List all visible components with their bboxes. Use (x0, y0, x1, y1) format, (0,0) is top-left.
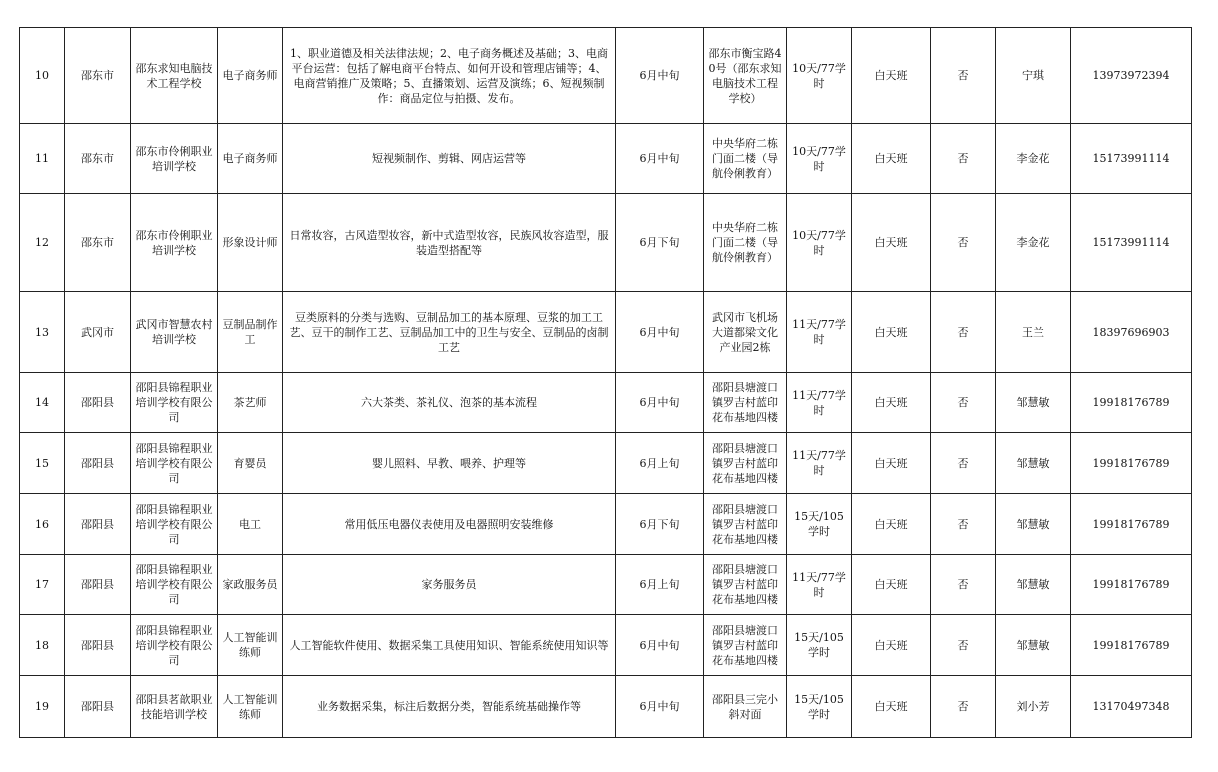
school-cell: 邵阳县茗歆职业技能培训学校 (131, 676, 218, 738)
job-cell: 家政服务员 (218, 555, 283, 615)
class-type-cell: 白天班 (852, 555, 931, 615)
class-type-cell: 白天班 (852, 494, 931, 555)
phone-cell: 15173991114 (1071, 194, 1192, 292)
duration-cell: 15天/105学时 (787, 676, 852, 738)
county-cell: 邵阳县 (65, 433, 131, 494)
phone-cell: 19918176789 (1071, 615, 1192, 676)
duration-cell: 15天/105学时 (787, 494, 852, 555)
job-cell: 形象设计师 (218, 194, 283, 292)
phone-cell: 19918176789 (1071, 373, 1192, 433)
flag-cell: 否 (931, 194, 996, 292)
school-cell: 邵阳县锦程职业培训学校有限公司 (131, 494, 218, 555)
job-cell: 茶艺师 (218, 373, 283, 433)
class-type-cell: 白天班 (852, 28, 931, 124)
table-row (20, 615, 1192, 676)
flag-cell: 否 (931, 555, 996, 615)
duration-cell: 11天/77学时 (787, 373, 852, 433)
row-number: 12 (20, 194, 65, 292)
school-cell: 邵阳县锦程职业培训学校有限公司 (131, 555, 218, 615)
row-number: 19 (20, 676, 65, 738)
county-cell: 武冈市 (65, 292, 131, 373)
time-cell: 6月中旬 (616, 615, 704, 676)
time-cell: 6月中旬 (616, 124, 704, 194)
duration-cell: 11天/77学时 (787, 292, 852, 373)
contact-cell: 李金花 (996, 194, 1071, 292)
school-cell: 邵阳县锦程职业培训学校有限公司 (131, 433, 218, 494)
table-row (20, 676, 1192, 738)
county-cell: 邵阳县 (65, 494, 131, 555)
phone-cell: 19918176789 (1071, 494, 1192, 555)
duration-cell: 11天/77学时 (787, 433, 852, 494)
job-cell: 电子商务师 (218, 28, 283, 124)
class-type-cell: 白天班 (852, 676, 931, 738)
row-number: 17 (20, 555, 65, 615)
table-row (20, 373, 1192, 433)
time-cell: 6月中旬 (616, 292, 704, 373)
contact-cell: 邹慧敏 (996, 433, 1071, 494)
place-cell: 邵阳县塘渡口镇罗吉村蓝印花布基地四楼 (704, 373, 787, 433)
school-cell: 邵阳县锦程职业培训学校有限公司 (131, 615, 218, 676)
flag-cell: 否 (931, 676, 996, 738)
table-row (20, 28, 1192, 124)
table-row (20, 433, 1192, 494)
class-type-cell: 白天班 (852, 615, 931, 676)
duration-cell: 10天/77学时 (787, 124, 852, 194)
county-cell: 邵阳县 (65, 615, 131, 676)
class-type-cell: 白天班 (852, 194, 931, 292)
phone-cell: 18397696903 (1071, 292, 1192, 373)
content-cell: 日常妆容，古风造型妆容，新中式造型妆容，民族风妆容造型，服装造型搭配等 (283, 194, 616, 292)
contact-cell: 邹慧敏 (996, 555, 1071, 615)
table-row (20, 555, 1192, 615)
school-cell: 武冈市智慧农村培训学校 (131, 292, 218, 373)
class-type-cell: 白天班 (852, 124, 931, 194)
contact-cell: 邹慧敏 (996, 494, 1071, 555)
flag-cell: 否 (931, 615, 996, 676)
row-number: 14 (20, 373, 65, 433)
content-cell: 业务数据采集，标注后数据分类，智能系统基础操作等 (283, 676, 616, 738)
class-type-cell: 白天班 (852, 292, 931, 373)
job-cell: 豆制品制作工 (218, 292, 283, 373)
flag-cell: 否 (931, 124, 996, 194)
flag-cell: 否 (931, 292, 996, 373)
school-cell: 邵东求知电脑技术工程学校 (131, 28, 218, 124)
phone-cell: 13170497348 (1071, 676, 1192, 738)
place-cell: 邵阳县塘渡口镇罗吉村蓝印花布基地四楼 (704, 494, 787, 555)
row-number: 10 (20, 28, 65, 124)
table-row (20, 194, 1192, 292)
county-cell: 邵阳县 (65, 373, 131, 433)
county-cell: 邵阳县 (65, 676, 131, 738)
phone-cell: 19918176789 (1071, 555, 1192, 615)
contact-cell: 宁琪 (996, 28, 1071, 124)
place-cell: 邵东市衡宝路40号（邵东求知电脑技术工程学校） (704, 28, 787, 124)
flag-cell: 否 (931, 373, 996, 433)
flag-cell: 否 (931, 28, 996, 124)
contact-cell: 王兰 (996, 292, 1071, 373)
content-cell: 豆类原料的分类与选购、豆制品加工的基本原理、豆浆的加工工艺、豆干的制作工艺、豆制品加工中的卫生与安全、豆制品的卤制工艺 (283, 292, 616, 373)
content-cell: 人工智能软件使用、数据采集工具使用知识、智能系统使用知识等 (283, 615, 616, 676)
row-number: 16 (20, 494, 65, 555)
class-type-cell: 白天班 (852, 433, 931, 494)
county-cell: 邵阳县 (65, 555, 131, 615)
contact-cell: 邹慧敏 (996, 373, 1071, 433)
contact-cell: 李金花 (996, 124, 1071, 194)
table-row (20, 292, 1192, 373)
row-number: 11 (20, 124, 65, 194)
place-cell: 邵阳县塘渡口镇罗吉村蓝印花布基地四楼 (704, 433, 787, 494)
place-cell: 邵阳县三完小斜对面 (704, 676, 787, 738)
time-cell: 6月下旬 (616, 494, 704, 555)
place-cell: 中央华府二栋门面二楼（导航伶俐教育） (704, 194, 787, 292)
table-row (20, 494, 1192, 555)
county-cell: 邵东市 (65, 124, 131, 194)
time-cell: 6月中旬 (616, 28, 704, 124)
content-cell: 婴儿照料、早教、喂养、护理等 (283, 433, 616, 494)
content-cell: 短视频制作、剪辑、网店运营等 (283, 124, 616, 194)
flag-cell: 否 (931, 494, 996, 555)
row-number: 15 (20, 433, 65, 494)
place-cell: 邵阳县塘渡口镇罗吉村蓝印花布基地四楼 (704, 615, 787, 676)
duration-cell: 10天/77学时 (787, 28, 852, 124)
phone-cell: 19918176789 (1071, 433, 1192, 494)
content-cell: 1、职业道德及相关法律法规；2、电子商务概述及基础；3、电商平台运营：包括了解电商平台特点、如何开设和管理店铺等；4、电商营销推广及策略；5、直播策划、运营及演练；6、短视频制作：商品定位与拍摄、发布。 (283, 28, 616, 124)
time-cell: 6月上旬 (616, 555, 704, 615)
time-cell: 6月上旬 (616, 433, 704, 494)
job-cell: 电子商务师 (218, 124, 283, 194)
job-cell: 电工 (218, 494, 283, 555)
school-cell: 邵东市伶俐职业培训学校 (131, 194, 218, 292)
county-cell: 邵东市 (65, 28, 131, 124)
job-cell: 人工智能训练师 (218, 676, 283, 738)
phone-cell: 15173991114 (1071, 124, 1192, 194)
phone-cell: 13973972394 (1071, 28, 1192, 124)
time-cell: 6月下旬 (616, 194, 704, 292)
time-cell: 6月中旬 (616, 373, 704, 433)
content-cell: 常用低压电器仪表使用及电器照明安装维修 (283, 494, 616, 555)
job-cell: 人工智能训练师 (218, 615, 283, 676)
time-cell: 6月中旬 (616, 676, 704, 738)
training-plan-table (19, 27, 1192, 738)
duration-cell: 10天/77学时 (787, 194, 852, 292)
school-cell: 邵东市伶俐职业培训学校 (131, 124, 218, 194)
place-cell: 中央华府二栋门面二楼（导航伶俐教育） (704, 124, 787, 194)
contact-cell: 邹慧敏 (996, 615, 1071, 676)
duration-cell: 11天/77学时 (787, 555, 852, 615)
flag-cell: 否 (931, 433, 996, 494)
place-cell: 武冈市飞机场大道都梁文化产业园2栋 (704, 292, 787, 373)
content-cell: 六大茶类、茶礼仪、泡茶的基本流程 (283, 373, 616, 433)
content-cell: 家务服务员 (283, 555, 616, 615)
duration-cell: 15天/105学时 (787, 615, 852, 676)
row-number: 13 (20, 292, 65, 373)
county-cell: 邵东市 (65, 194, 131, 292)
place-cell: 邵阳县塘渡口镇罗吉村蓝印花布基地四楼 (704, 555, 787, 615)
school-cell: 邵阳县锦程职业培训学校有限公司 (131, 373, 218, 433)
class-type-cell: 白天班 (852, 373, 931, 433)
job-cell: 育婴员 (218, 433, 283, 494)
row-number: 18 (20, 615, 65, 676)
table-row (20, 124, 1192, 194)
contact-cell: 刘小芳 (996, 676, 1071, 738)
